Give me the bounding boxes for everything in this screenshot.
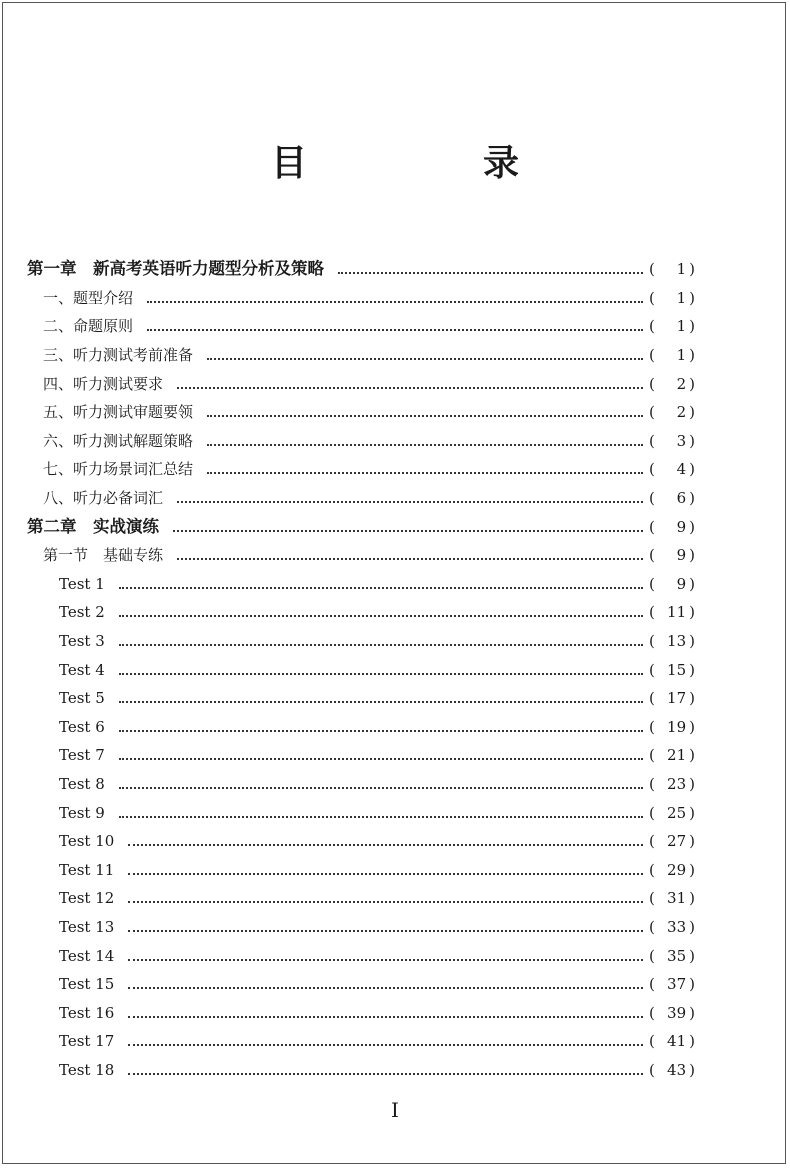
leader-dots xyxy=(119,787,643,789)
leader-dots xyxy=(207,358,643,360)
toc-entry-label: 二、命题原则 xyxy=(43,317,134,336)
toc-entry-page-number: 1 xyxy=(676,317,687,336)
leader-dots xyxy=(128,901,643,903)
toc-entry-page-number: 19 xyxy=(667,717,687,736)
leader-dots xyxy=(119,587,643,589)
toc-entry-page-number: 27 xyxy=(667,832,687,851)
toc-entry[interactable] xyxy=(0,541,790,570)
leader-dots xyxy=(173,530,643,532)
toc-entry-page xyxy=(649,717,695,737)
paren-open: ( xyxy=(649,746,655,765)
leader-dots xyxy=(119,816,643,818)
leader-dots xyxy=(119,673,643,675)
paren-close: ) xyxy=(689,632,695,651)
toc-entry-page xyxy=(649,1060,695,1080)
toc-entry-label: Test 1 xyxy=(59,574,105,593)
paren-close: ) xyxy=(689,746,695,765)
toc-entry[interactable] xyxy=(0,427,790,456)
toc-entry-label: Test 18 xyxy=(59,1060,115,1079)
toc-entry-page xyxy=(649,259,695,279)
leader-dots xyxy=(207,415,643,417)
toc-entry[interactable] xyxy=(0,598,790,627)
paren-open: ( xyxy=(649,832,655,851)
toc-entry-label: 第一节 基础专练 xyxy=(43,546,164,565)
toc-entry-page-number: 29 xyxy=(667,860,687,879)
paren-close: ) xyxy=(689,260,695,279)
table-of-contents xyxy=(0,255,790,1084)
paren-close: ) xyxy=(689,832,695,851)
toc-entry-page-number: 25 xyxy=(667,803,687,822)
leader-dots xyxy=(147,329,643,331)
toc-entry[interactable] xyxy=(0,798,790,827)
toc-entry-page-number: 23 xyxy=(667,774,687,793)
toc-entry-page xyxy=(649,660,695,680)
toc-entry-page-number: 13 xyxy=(667,632,687,651)
toc-entry-page xyxy=(649,688,695,708)
paren-open: ( xyxy=(649,546,655,565)
paren-open: ( xyxy=(649,689,655,708)
toc-chapter-entry[interactable] xyxy=(0,512,790,541)
toc-entry-label: 第一章 新高考英语听力题型分析及策略 xyxy=(27,259,324,279)
toc-entry[interactable] xyxy=(0,913,790,942)
toc-entry-label: 三、听力测试考前准备 xyxy=(43,346,194,365)
leader-dots xyxy=(119,701,643,703)
toc-entry[interactable] xyxy=(0,627,790,656)
toc-entry-page xyxy=(649,459,695,479)
toc-entry[interactable] xyxy=(0,312,790,341)
toc-entry-label: Test 6 xyxy=(59,717,105,736)
toc-entry-label: Test 11 xyxy=(59,860,115,879)
toc-entry-label: Test 5 xyxy=(59,689,105,708)
paren-open: ( xyxy=(649,946,655,965)
toc-entry-page xyxy=(649,374,695,394)
toc-entry[interactable] xyxy=(0,341,790,370)
toc-entry-page xyxy=(649,745,695,765)
toc-entry-page-number: 1 xyxy=(676,346,687,365)
toc-entry-page xyxy=(649,974,695,994)
toc-entry-page-number: 31 xyxy=(667,889,687,908)
toc-entry-label: 一、题型介绍 xyxy=(43,288,134,307)
toc-entry-page xyxy=(649,431,695,451)
toc-entry-page-number: 11 xyxy=(667,603,687,622)
paren-close: ) xyxy=(689,460,695,479)
toc-entry[interactable] xyxy=(0,941,790,970)
leader-dots xyxy=(119,644,643,646)
toc-entry-page xyxy=(649,602,695,622)
paren-close: ) xyxy=(689,346,695,365)
paren-open: ( xyxy=(649,632,655,651)
paren-close: ) xyxy=(689,860,695,879)
toc-entry-label: Test 16 xyxy=(59,1003,115,1022)
toc-entry[interactable] xyxy=(0,284,790,313)
toc-entry-page-number: 39 xyxy=(667,1003,687,1022)
paren-open: ( xyxy=(649,260,655,279)
paren-open: ( xyxy=(649,603,655,622)
leader-dots xyxy=(128,1016,643,1018)
toc-entry[interactable] xyxy=(0,741,790,770)
toc-entry-page xyxy=(649,488,695,508)
toc-entry-page-number: 35 xyxy=(667,946,687,965)
toc-entry-page xyxy=(649,1031,695,1051)
leader-dots xyxy=(128,873,643,875)
paren-close: ) xyxy=(689,1060,695,1079)
leader-dots xyxy=(177,387,643,389)
paren-open: ( xyxy=(649,1003,655,1022)
toc-entry-label: Test 8 xyxy=(59,774,105,793)
paren-close: ) xyxy=(689,574,695,593)
paren-open: ( xyxy=(649,917,655,936)
toc-entry-page-number: 3 xyxy=(676,431,687,450)
paren-close: ) xyxy=(689,603,695,622)
toc-entry-label: Test 17 xyxy=(59,1032,115,1051)
toc-entry-label: 四、听力测试要求 xyxy=(43,374,164,393)
paren-open: ( xyxy=(649,660,655,679)
toc-entry-label: 七、听力场景词汇总结 xyxy=(43,460,194,479)
toc-chapter-entry[interactable] xyxy=(0,255,790,284)
toc-entry-page xyxy=(649,574,695,594)
toc-entry-page-number: 9 xyxy=(676,574,687,593)
paren-open: ( xyxy=(649,574,655,593)
leader-dots xyxy=(128,930,643,932)
toc-entry-page xyxy=(649,402,695,422)
toc-entry[interactable] xyxy=(0,484,790,513)
toc-entry-label: Test 12 xyxy=(59,889,115,908)
leader-dots xyxy=(207,472,643,474)
toc-entry-page xyxy=(649,517,695,537)
toc-entry-page xyxy=(649,917,695,937)
toc-entry-page xyxy=(649,545,695,565)
paren-close: ) xyxy=(689,489,695,508)
toc-entry-label: Test 3 xyxy=(59,632,105,651)
paren-open: ( xyxy=(649,774,655,793)
leader-dots xyxy=(128,844,643,846)
toc-entry[interactable] xyxy=(0,570,790,599)
paren-close: ) xyxy=(689,546,695,565)
toc-entry-page xyxy=(649,345,695,365)
leader-dots xyxy=(207,444,643,446)
toc-entry-label: 八、听力必备词汇 xyxy=(43,489,164,508)
paren-close: ) xyxy=(689,403,695,422)
toc-entry-page-number: 15 xyxy=(667,660,687,679)
toc-entry[interactable] xyxy=(0,1027,790,1056)
paren-open: ( xyxy=(649,803,655,822)
toc-entry-page-number: 1 xyxy=(676,260,687,279)
toc-entry[interactable] xyxy=(0,455,790,484)
paren-open: ( xyxy=(649,717,655,736)
paren-open: ( xyxy=(649,489,655,508)
toc-entry-page xyxy=(649,774,695,794)
toc-entry[interactable] xyxy=(0,398,790,427)
paren-open: ( xyxy=(649,288,655,307)
paren-open: ( xyxy=(649,1060,655,1079)
toc-entry-page-number: 6 xyxy=(676,489,687,508)
leader-dots xyxy=(119,615,643,617)
toc-entry[interactable] xyxy=(0,770,790,799)
paren-open: ( xyxy=(649,374,655,393)
paren-open: ( xyxy=(649,889,655,908)
toc-entry-page xyxy=(649,803,695,823)
toc-entry-page-number: 21 xyxy=(667,746,687,765)
toc-entry-label: 六、听力测试解题策略 xyxy=(43,431,194,450)
paren-close: ) xyxy=(689,889,695,908)
leader-dots xyxy=(119,758,643,760)
paren-close: ) xyxy=(689,689,695,708)
toc-entry-label: Test 4 xyxy=(59,660,105,679)
toc-entry-page-number: 37 xyxy=(667,975,687,994)
paren-close: ) xyxy=(689,1003,695,1022)
paren-close: ) xyxy=(689,717,695,736)
paren-open: ( xyxy=(649,517,655,536)
toc-entry-page-number: 4 xyxy=(676,460,687,479)
toc-entry-page xyxy=(649,288,695,308)
toc-entry[interactable] xyxy=(0,998,790,1027)
toc-entry-page-number: 1 xyxy=(676,288,687,307)
paren-open: ( xyxy=(649,975,655,994)
leader-dots xyxy=(128,959,643,961)
leader-dots xyxy=(338,272,643,274)
toc-entry[interactable] xyxy=(0,369,790,398)
page-title: 目 录 xyxy=(270,142,589,184)
toc-entry[interactable] xyxy=(0,1056,790,1085)
toc-entry-page-number: 9 xyxy=(676,517,687,536)
paren-open: ( xyxy=(649,317,655,336)
toc-entry[interactable] xyxy=(0,713,790,742)
paren-close: ) xyxy=(689,946,695,965)
paren-close: ) xyxy=(689,288,695,307)
toc-entry-label: Test 13 xyxy=(59,917,115,936)
toc-entry-page xyxy=(649,316,695,336)
toc-entry-page-number: 2 xyxy=(676,374,687,393)
toc-entry-page xyxy=(649,1003,695,1023)
paren-close: ) xyxy=(689,517,695,536)
toc-entry-page-number: 43 xyxy=(667,1060,687,1079)
paren-close: ) xyxy=(689,1032,695,1051)
toc-entry-label: 第二章 实战演练 xyxy=(27,516,159,536)
toc-entry-label: Test 2 xyxy=(59,603,105,622)
paren-open: ( xyxy=(649,431,655,450)
toc-entry[interactable] xyxy=(0,655,790,684)
paren-open: ( xyxy=(649,460,655,479)
toc-entry-label: Test 10 xyxy=(59,832,115,851)
paren-close: ) xyxy=(689,431,695,450)
leader-dots xyxy=(177,558,643,560)
toc-entry-page-number: 2 xyxy=(676,403,687,422)
toc-entry-page xyxy=(649,631,695,651)
paren-close: ) xyxy=(689,660,695,679)
leader-dots xyxy=(177,501,643,503)
toc-entry-label: Test 14 xyxy=(59,946,115,965)
paren-close: ) xyxy=(689,975,695,994)
toc-entry[interactable] xyxy=(0,684,790,713)
leader-dots xyxy=(128,987,643,989)
leader-dots xyxy=(119,730,643,732)
toc-entry-page xyxy=(649,888,695,908)
paren-open: ( xyxy=(649,403,655,422)
toc-entry-label: Test 15 xyxy=(59,975,115,994)
paren-open: ( xyxy=(649,346,655,365)
toc-entry[interactable] xyxy=(0,884,790,913)
toc-entry-label: Test 7 xyxy=(59,746,105,765)
toc-entry[interactable] xyxy=(0,855,790,884)
toc-entry-page xyxy=(649,831,695,851)
toc-entry[interactable] xyxy=(0,827,790,856)
paren-close: ) xyxy=(689,374,695,393)
leader-dots xyxy=(128,1073,643,1075)
paren-close: ) xyxy=(689,803,695,822)
paren-close: ) xyxy=(689,774,695,793)
toc-entry-page-number: 41 xyxy=(667,1032,687,1051)
toc-entry-page xyxy=(649,946,695,966)
paren-open: ( xyxy=(649,1032,655,1051)
leader-dots xyxy=(147,301,643,303)
leader-dots xyxy=(128,1044,643,1046)
paren-open: ( xyxy=(649,860,655,879)
paren-close: ) xyxy=(689,317,695,336)
toc-entry-page-number: 17 xyxy=(667,689,687,708)
toc-entry-page xyxy=(649,860,695,880)
paren-close: ) xyxy=(689,917,695,936)
toc-entry-page-number: 33 xyxy=(667,917,687,936)
toc-entry-page-number: 9 xyxy=(676,546,687,565)
toc-entry-label: Test 9 xyxy=(59,803,105,822)
toc-entry-label: 五、听力测试审题要领 xyxy=(43,403,194,422)
page-number: I xyxy=(391,1098,399,1122)
toc-entry[interactable] xyxy=(0,970,790,999)
